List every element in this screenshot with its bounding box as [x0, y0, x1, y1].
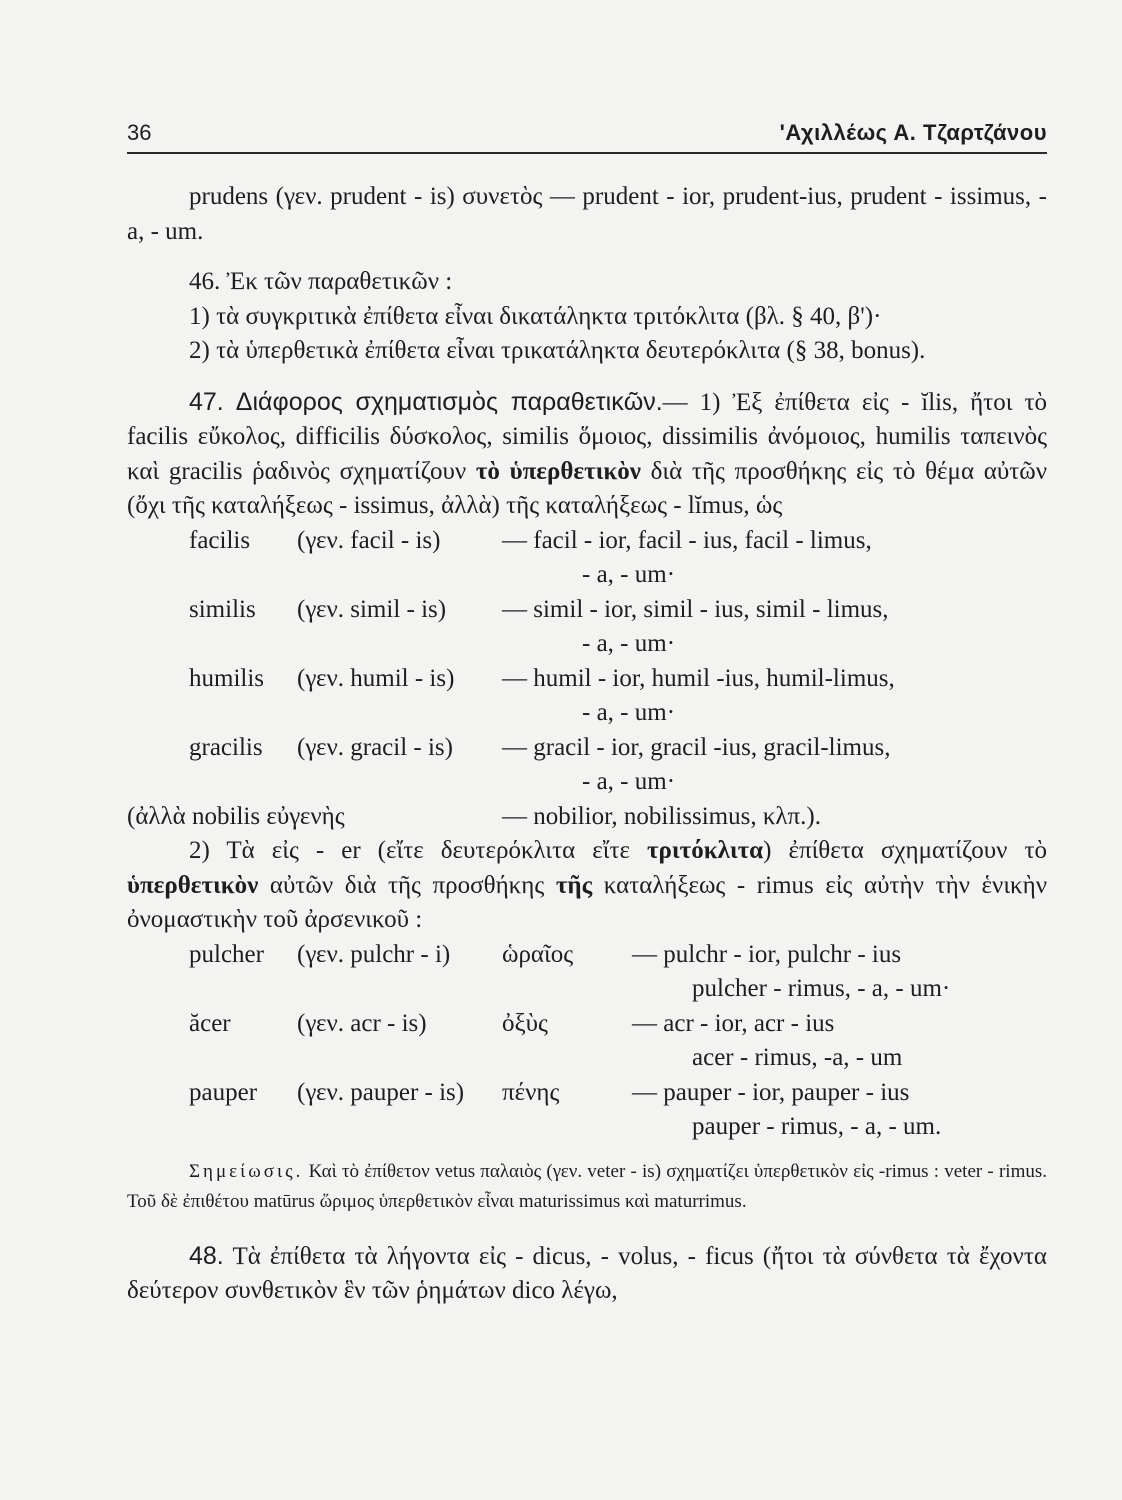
example-forms: — humil - ior, humil -ius, humil-limus,	[502, 664, 895, 692]
er-example-meaning: ὀξὺς	[502, 1009, 548, 1037]
page-header	[127, 116, 1047, 154]
er-example-row	[127, 1007, 1047, 1042]
example-genitive: (γεν. facil - is)	[297, 526, 441, 554]
example-tail-row	[127, 696, 1047, 731]
nobilis-left: (ἀλλὰ nobilis εὐγενὴς	[127, 802, 345, 830]
er-example-genitive: (γεν. acr - is)	[297, 1009, 427, 1037]
example-row	[127, 731, 1047, 766]
er-example-word: pulcher	[189, 940, 264, 968]
p2-bold-3: τῆς	[555, 871, 593, 899]
example-tail: - a, - um·	[582, 561, 676, 588]
note-paragraph	[127, 1157, 1047, 1217]
section-47-text-a: — 1) Ἐξ ἐπίθετα εἰς - ĭlis, ἤτοι τὸ facilis εὔκολος, difficilis δύσκολος, similis ὅμοιος, dissimilis ἀνόμοιος, humilis ταπεινὸς καὶ gracilis ῥαδινὸς σχηματίζουν	[127, 388, 1047, 485]
section-47-text-b: διὰ τῆς προσθήκης εἰς τὸ θέμα αὐτῶν (ὄχι τῆς καταλήξεως - issimus, ἀλλὰ) τῆς καταλήξεως - lĭmus, ὡς	[127, 457, 1048, 519]
er-example-meaning: ὡραῖος	[502, 940, 574, 968]
p2-text-a: 2) Τὰ εἰς - er (εἴτε δευτερόκλιτα εἴτε	[189, 837, 631, 864]
er-example-tail-row	[127, 972, 1047, 1007]
note-label: Σημείωσις.	[189, 1160, 304, 1182]
p2-text-c: αὐτῶν διὰ τῆς προσθήκης	[269, 871, 545, 899]
example-genitive: (γεν. simil - is)	[297, 595, 447, 623]
p2-text-b: ) ἐπίθετα σχηματίζουν τὸ	[763, 837, 1048, 864]
section-47-bold: τὸ ὑπερθετικὸν	[475, 457, 641, 485]
example-row	[127, 593, 1047, 628]
er-example-forms: — acr - ior, acr - ius	[632, 1009, 835, 1037]
section-47-number: 47.	[189, 387, 224, 416]
section-46-item-1: 1) τὰ συγκριτικὰ ἐπίθετα εἶναι δικατάληκτα τριτόκλιτα (βλ. § 40, β')·	[189, 302, 882, 330]
er-example-genitive: (γεν. pauper - is)	[297, 1078, 465, 1106]
nobilis-right: — nobilior, nobilissimus, κλπ.).	[502, 802, 821, 830]
note-text: Καὶ τὸ ἐπίθετον vetus παλαιὸς (γεν. veter - is) σχηματίζει ὑπερθετικὸν εἰς -rimus : veter - rimus. Τοῦ δὲ ἐπιθέτου matūrus ὥριμος ὑπερθετικὸν εἶναι maturissimus καὶ maturrimus.	[127, 1160, 1047, 1212]
example-tail-row	[127, 765, 1047, 800]
example-tail: - a, - um·	[582, 699, 676, 726]
example-tail: - a, - um·	[582, 630, 676, 657]
example-forms: — facil - ior, facil - ius, facil - limus,	[502, 526, 872, 554]
section-48-paragraph	[127, 1239, 1047, 1309]
example-row	[127, 662, 1047, 697]
er-example-tail-row	[127, 1041, 1047, 1076]
example-row	[127, 524, 1047, 559]
er-examples	[127, 938, 1047, 1145]
p2-bold-1: τριτόκλιτα	[647, 837, 764, 864]
example-tail-row	[127, 627, 1047, 662]
intro-paragraph: prudens (γεν. prudent - is) συνετὸς — prudent - ior, prudent-ius, prudent - issimus, - a, - um.	[127, 183, 1047, 245]
example-word: humilis	[189, 664, 265, 692]
example-word: gracilis	[189, 733, 263, 761]
example-genitive: (γεν. gracil - is)	[297, 733, 453, 761]
example-tail: - a, - um·	[582, 768, 676, 795]
er-example-word: ăcer	[189, 1009, 231, 1037]
er-example-row	[127, 1076, 1047, 1111]
er-example-row	[127, 938, 1047, 973]
er-example-genitive: (γεν. pulchr - i)	[297, 940, 451, 968]
example-tail-row	[127, 558, 1047, 593]
ilis-examples	[127, 524, 1047, 835]
p2-text-d: καταλήξεως - rimus εἰς αὐτὴν τὴν ἑνικὴν ὀνομαστικὴν τοῦ ἀρσενικοῦ :	[127, 871, 1048, 933]
example-forms: — simil - ior, simil - ius, simil - limus,	[502, 595, 889, 623]
section-47-title: Διάφορος σχηματισμὸς παραθετικῶν.	[235, 387, 663, 416]
er-example-tail: acer - rimus, -a, - um	[692, 1044, 903, 1071]
section-48-text: Τὰ ἐπίθετα τὰ λήγοντα εἰς - dicus, - volus, - ficus (ἤτοι τὰ σύνθετα τὰ ἔχοντα δεύτερον συνθετικὸν ἓν τῶν ῥημάτων dico λέγω,	[127, 1242, 1047, 1304]
example-word: facilis	[189, 526, 251, 554]
example-genitive: (γεν. humil - is)	[297, 664, 455, 692]
section-48-number: 48.	[189, 1241, 224, 1270]
section-46-item-2: 2) τὰ ὑπερθετικὰ ἐπίθετα εἶναι τρικατάληκτα δευτερόκλιτα (§ 38, bonus).	[189, 337, 926, 364]
section-47-paragraph-1	[127, 385, 1047, 524]
example-forms: — gracil - ior, gracil -ius, gracil-limus,	[502, 733, 891, 761]
er-example-forms: — pauper - ior, pauper - ius	[632, 1078, 910, 1106]
er-example-meaning: πένης	[502, 1078, 560, 1106]
er-example-tail: pauper - rimus, - a, - um.	[692, 1113, 942, 1140]
nobilis-row	[127, 800, 1047, 835]
section-46-heading: 46. Ἐκ τῶν παραθετικῶν :	[189, 268, 453, 295]
p2-bold-2: ὑπερθετικὸν	[127, 871, 259, 899]
er-example-forms: — pulchr - ior, pulchr - ius	[632, 940, 902, 968]
section-47-paragraph-2	[127, 834, 1047, 938]
running-head: 'Αχιλλέως Α. Τζαρτζάνου	[779, 120, 1047, 145]
er-example-tail: pulcher - rimus, - a, - um·	[692, 975, 951, 1002]
page-body	[127, 180, 1047, 1309]
example-word: similis	[189, 595, 256, 623]
er-example-word: pauper	[189, 1078, 258, 1106]
page-number: 36	[127, 120, 152, 145]
er-example-tail-row	[127, 1110, 1047, 1145]
